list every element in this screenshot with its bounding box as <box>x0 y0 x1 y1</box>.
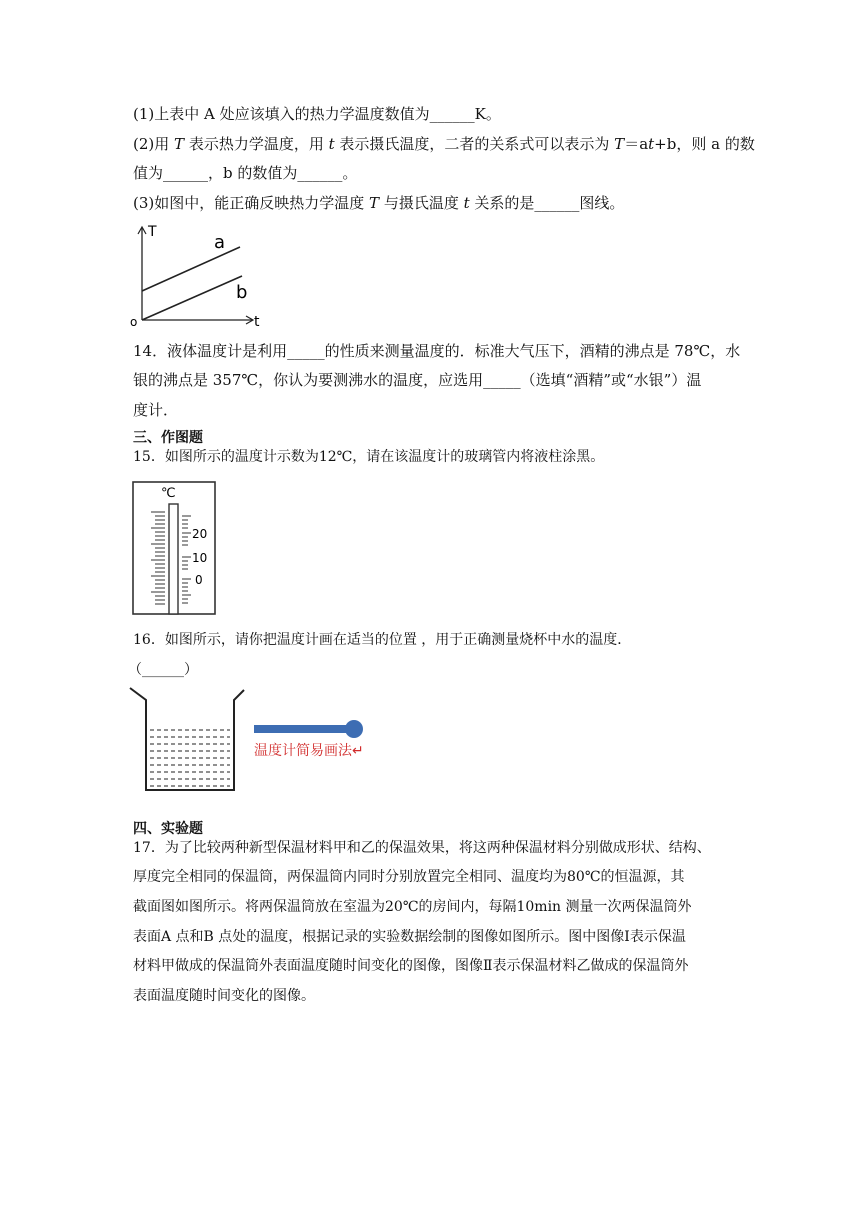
simple-thermometer-icon <box>254 718 366 742</box>
q13-part2-line1: (2)用 T 表示热力学温度，用 t 表示摄氏温度，二者的关系式可以表示为 T＝at+b，则 a 的数 <box>133 135 755 153</box>
q17-line4: 表面A 点和B 点处的温度，根据记录的实验数据绘制的图像如图所示。图中图像Ⅰ表示保温 <box>133 929 686 945</box>
section-heading-experiment: 四、实验题 <box>133 821 203 837</box>
graph-y-label: T <box>148 224 157 240</box>
q17-line6: 表面温度随时间变化的图像。 <box>133 988 315 1004</box>
graph-x-label: t <box>254 314 260 330</box>
thermometer-caption: 温度计简易画法↵ <box>254 743 364 759</box>
section-heading-drawing: 三、作图题 <box>133 430 203 446</box>
graph-line-a-label: a <box>214 232 226 253</box>
graph-origin-label: o <box>130 315 138 329</box>
beaker-figure <box>126 684 250 796</box>
q13-part3: (3)如图中，能正确反映热力学温度 T 与摄氏温度 t 关系的是______图线。 <box>133 194 625 212</box>
q14-line1: 14．液体温度计是利用_____的性质来测量温度的．标准大气压下，酒精的沸点是 78℃，水 <box>133 342 741 360</box>
thermometer-figure <box>131 480 217 616</box>
q17-line2: 厚度完全相同的保温筒，两保温筒内同时分别放置完全相同、温度均为80℃的恒温源，其 <box>133 869 685 885</box>
q14-line2: 银的沸点是 357℃，你认为要测沸水的温度，应选用_____（选填“酒精”或“水银”）温 <box>133 371 702 389</box>
thermometer-tick-10: 10 <box>192 551 208 565</box>
q13-part1: (1)上表中 A 处应该填入的热力学温度数值为______K。 <box>133 105 501 123</box>
graph-line-b-label: b <box>236 282 248 303</box>
q17-line5: 材料甲做成的保温筒外表面温度随时间变化的图像，图像Ⅱ表示保温材料乙做成的保温筒外 <box>133 958 689 974</box>
q17-line3: 截面图如图所示。将两保温筒放在室温为20℃的房间内，每隔10min 测量一次两保温筒外 <box>133 899 692 915</box>
q14-line3: 度计． <box>133 401 179 419</box>
q15-text: 15．如图所示的温度计示数为12℃，请在该温度计的玻璃管内将液柱涂黑。 <box>133 449 605 465</box>
q16-answer-blank: （______） <box>128 662 198 678</box>
thermometer-tick-0: 0 <box>195 573 203 587</box>
q16-text: 16．如图所示，请你把温度计画在适当的位置 ，用于正确测量烧杯中水的温度． <box>133 632 632 648</box>
thermometer-tick-20: 20 <box>192 527 208 541</box>
q13-part2-line2: 值为______，b 的数值为______。 <box>133 164 358 182</box>
temperature-relation-graph <box>128 222 268 332</box>
thermometer-unit: ℃ <box>161 486 176 501</box>
q17-line1: 17．为了比较两种新型保温材料甲和乙的保温效果，将这两种保温材料分别做成形状、结构、 <box>133 840 711 856</box>
